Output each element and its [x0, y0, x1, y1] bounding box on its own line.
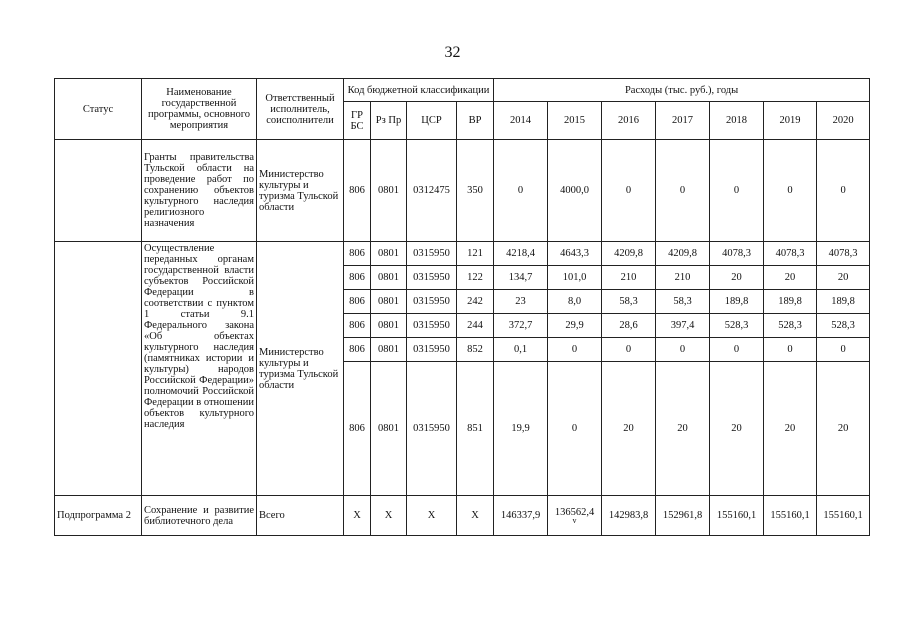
value-2015: 4643,3	[548, 242, 602, 266]
value-2019: 20	[764, 266, 817, 290]
grbs-cell: 806	[344, 242, 371, 266]
value-2017: 210	[656, 266, 710, 290]
value-2015: 101,0	[548, 266, 602, 290]
responsible-cell: Министерство культуры и туризма Тульской области	[257, 242, 344, 496]
activity-name: Гранты правительства Тульской области на проведение работ по сохранению объектов культурного наследия религиозного назначения	[142, 140, 257, 242]
value-2018: 20	[710, 266, 764, 290]
grbs-cell: 806	[344, 266, 371, 290]
csr-cell: 0315950	[407, 290, 457, 314]
rzpr-cell: 0801	[371, 266, 407, 290]
status-cell	[55, 242, 142, 496]
value-2016: 0	[602, 140, 656, 242]
value-2016: 20	[602, 362, 656, 496]
csr-cell: 0315950	[407, 338, 457, 362]
value-2016: 142983,8	[602, 496, 656, 536]
value-2017: 0	[656, 338, 710, 362]
value-2014: 0	[494, 140, 548, 242]
value-2018: 155160,1	[710, 496, 764, 536]
value-2020: 528,3	[817, 314, 870, 338]
value-2017: 152961,8	[656, 496, 710, 536]
value-2017: 397,4	[656, 314, 710, 338]
value-2015: 8,0	[548, 290, 602, 314]
grbs-cell: Х	[344, 496, 371, 536]
header-year-2014: 2014	[494, 102, 548, 140]
header-name: Наименование государственной программы, основного мероприятия	[142, 79, 257, 140]
responsible-cell: Министерство культуры и туризма Тульской области	[257, 140, 344, 242]
status-cell	[55, 140, 142, 242]
vr-cell: 121	[457, 242, 494, 266]
header-csr: ЦСР	[407, 102, 457, 140]
value-2019: 20	[764, 362, 817, 496]
value-2015	[548, 496, 602, 536]
value-2018: 0	[710, 338, 764, 362]
value-2015: 0	[548, 362, 602, 496]
page-number: 32	[444, 44, 461, 61]
table-row	[55, 140, 870, 242]
header-year-2016: 2016	[602, 102, 656, 140]
rzpr-cell: 0801	[371, 290, 407, 314]
table-row	[55, 242, 870, 266]
value-2016: 28,6	[602, 314, 656, 338]
value-2015: 29,9	[548, 314, 602, 338]
value-2018: 4078,3	[710, 242, 764, 266]
activity-name: Осуществление переданных органам государственной власти субъектов Российской Федерации в соответствии с пунктом 1 статьи 9.1 Федерального закона «Об объектах культурного наследия (памятниках истории и культуры) народов Российской Федерации» полномочий Российской Федерации в отношении объектов культурного наследия	[142, 242, 257, 496]
value-2018: 0	[710, 140, 764, 242]
header-responsible: Ответственный исполнитель, соисполнители	[257, 79, 344, 140]
value-2014: 19,9	[494, 362, 548, 496]
header-year-2019: 2019	[764, 102, 817, 140]
value-2016: 58,3	[602, 290, 656, 314]
header-year-2017: 2017	[656, 102, 710, 140]
header-expenses: Расходы (тыс. руб.), годы	[494, 79, 870, 102]
value-2014: 146337,9	[494, 496, 548, 536]
value-2020: 155160,1	[817, 496, 870, 536]
csr-cell: 0312475	[407, 140, 457, 242]
status-cell: Подпрограмма 2	[55, 496, 142, 536]
check-mark: v	[572, 516, 577, 525]
value-2020: 0	[817, 140, 870, 242]
value-2014: 4218,4	[494, 242, 548, 266]
activity-name: Сохранение и развитие библиотечного дела	[142, 496, 257, 536]
rzpr-cell: 0801	[371, 242, 407, 266]
value-2020: 189,8	[817, 290, 870, 314]
budget-table	[54, 78, 870, 536]
value-2016: 210	[602, 266, 656, 290]
header-rzpr: Рз Пр	[371, 102, 407, 140]
responsible-cell: Всего	[257, 496, 344, 536]
value-2015: 0	[548, 338, 602, 362]
rzpr-cell: 0801	[371, 314, 407, 338]
grbs-cell: 806	[344, 140, 371, 242]
value-2018: 189,8	[710, 290, 764, 314]
header-budget-code: Код бюджетной классификации	[344, 79, 494, 102]
value-2019: 155160,1	[764, 496, 817, 536]
grbs-cell: 806	[344, 338, 371, 362]
csr-cell: 0315950	[407, 314, 457, 338]
header-status: Статус	[55, 79, 142, 140]
vr-cell: 242	[457, 290, 494, 314]
value-2019: 4078,3	[764, 242, 817, 266]
value-2019: 189,8	[764, 290, 817, 314]
value-2017: 0	[656, 140, 710, 242]
header-row-top	[55, 79, 870, 102]
value-2020: 20	[817, 362, 870, 496]
grbs-cell: 806	[344, 362, 371, 496]
value-2015-text: 136562,4	[554, 507, 595, 518]
csr-cell: Х	[407, 496, 457, 536]
value-2014: 372,7	[494, 314, 548, 338]
value-2020: 20	[817, 266, 870, 290]
vr-cell: 244	[457, 314, 494, 338]
rzpr-cell: 0801	[371, 338, 407, 362]
value-2017: 58,3	[656, 290, 710, 314]
value-2018: 20	[710, 362, 764, 496]
vr-cell: 350	[457, 140, 494, 242]
value-2020: 0	[817, 338, 870, 362]
csr-cell: 0315950	[407, 362, 457, 496]
csr-cell: 0315950	[407, 266, 457, 290]
value-2017: 4209,8	[656, 242, 710, 266]
csr-cell: 0315950	[407, 242, 457, 266]
vr-cell: 852	[457, 338, 494, 362]
vr-cell: 851	[457, 362, 494, 496]
value-2014: 0,1	[494, 338, 548, 362]
header-vr: ВР	[457, 102, 494, 140]
value-2019: 0	[764, 338, 817, 362]
value-2018: 528,3	[710, 314, 764, 338]
grbs-cell: 806	[344, 290, 371, 314]
value-2014: 23	[494, 290, 548, 314]
table-row	[55, 496, 870, 536]
value-2019: 0	[764, 140, 817, 242]
vr-cell: 122	[457, 266, 494, 290]
header-year-2020: 2020	[817, 102, 870, 140]
rzpr-cell: 0801	[371, 140, 407, 242]
value-2019: 528,3	[764, 314, 817, 338]
header-year-2015: 2015	[548, 102, 602, 140]
rzpr-cell: Х	[371, 496, 407, 536]
grbs-cell: 806	[344, 314, 371, 338]
value-2015: 4000,0	[548, 140, 602, 242]
vr-cell: Х	[457, 496, 494, 536]
rzpr-cell: 0801	[371, 362, 407, 496]
value-2014: 134,7	[494, 266, 548, 290]
value-2016: 0	[602, 338, 656, 362]
value-2016: 4209,8	[602, 242, 656, 266]
value-2020: 4078,3	[817, 242, 870, 266]
header-year-2018: 2018	[710, 102, 764, 140]
value-2017: 20	[656, 362, 710, 496]
header-grbs: ГР БС	[344, 102, 371, 140]
